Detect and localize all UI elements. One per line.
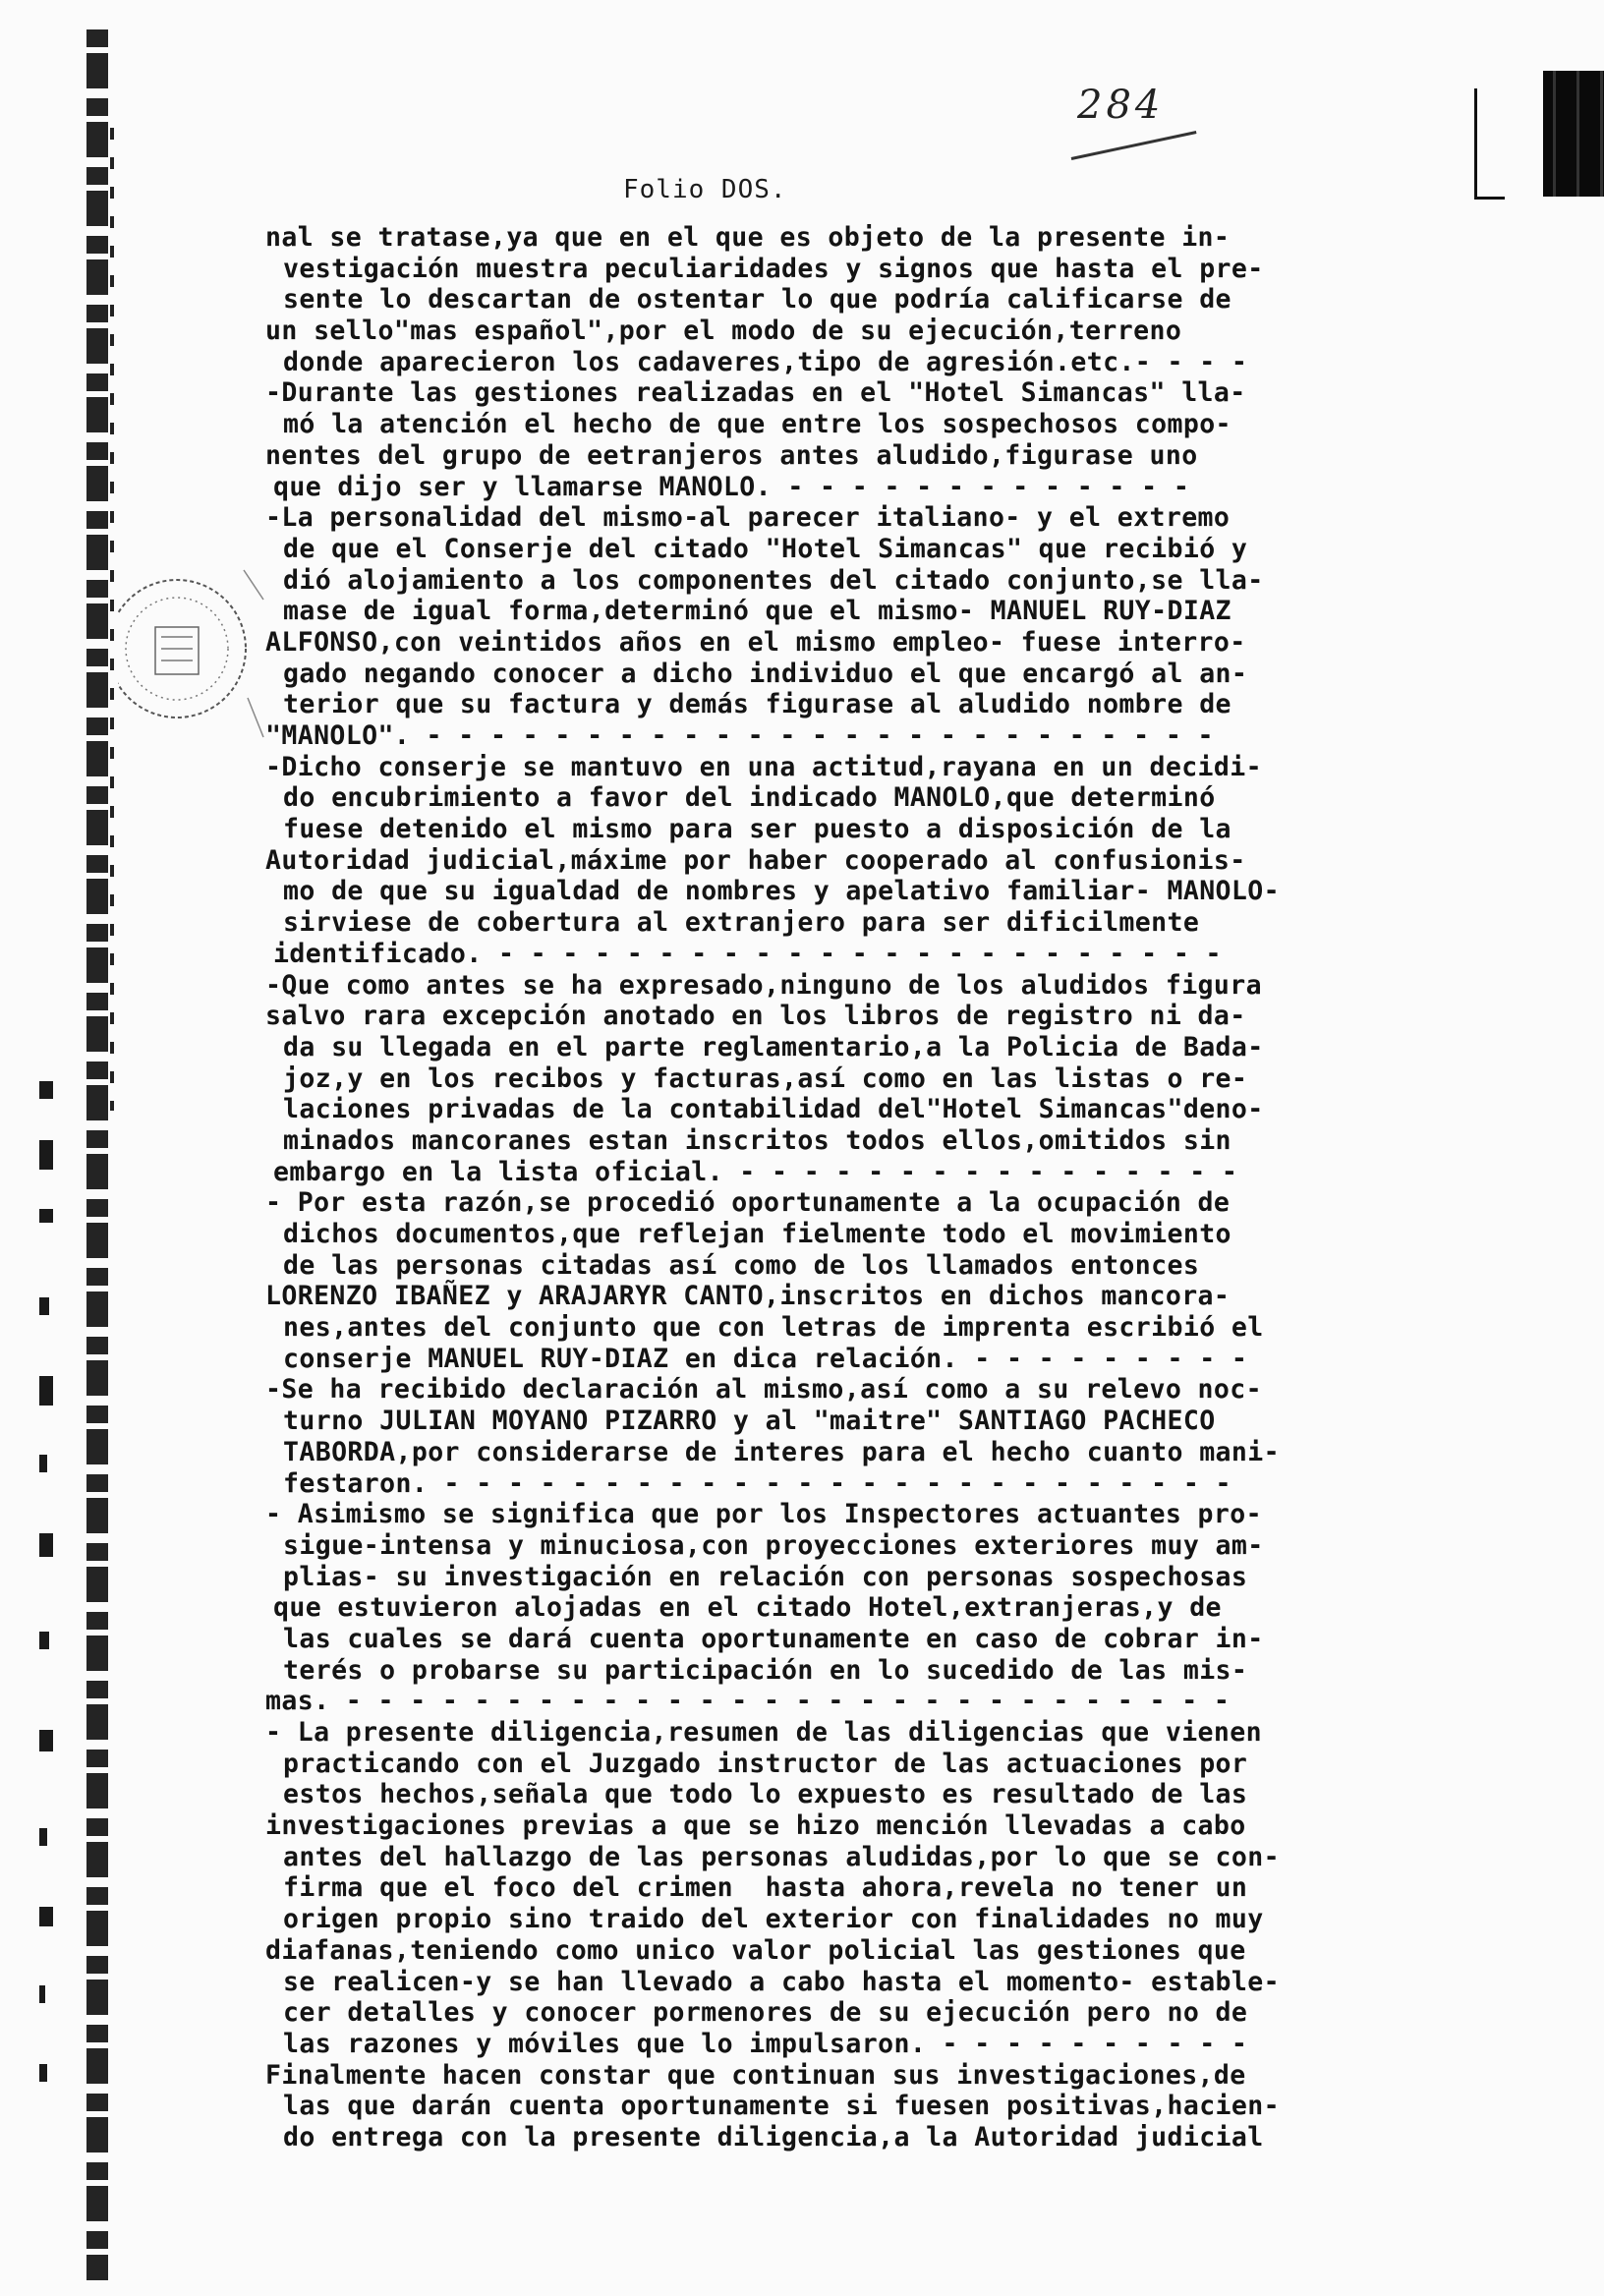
body-line: -Durante las gestiones realizadas en el "Hotel Simancas" lla- <box>265 377 1246 409</box>
body-line: laciones privadas de la contabilidad del"Hotel Simancas"deno- <box>283 1094 1264 1125</box>
body-line: identificado. - - - - - - - - - - - - - - - - - - - - - - - <box>273 938 1222 969</box>
body-line: turno JULIAN MOYANO PIZARRO y al "maitre" SANTIAGO PACHECO <box>283 1406 1216 1437</box>
body-line: salvo rara excepción anotado en los libros de registro ni da- <box>265 1001 1246 1032</box>
body-line: nal se tratase,ya que en el que es objeto de la presente in- <box>265 222 1231 253</box>
body-line: embargo en la lista oficial. - - - - - - - - - - - - - - - - <box>273 1156 1238 1187</box>
body-line: las cuales se dará cuenta oportunamente en caso de cobrar in- <box>283 1623 1264 1654</box>
body-line: de que el Conserje del citado "Hotel Simancas" que recibió y <box>283 533 1248 564</box>
body-line: que estuvieron alojadas en el citado Hotel,extranjeras,y de <box>273 1592 1222 1624</box>
body-line: - Por esta razón,se procedió oportunamente a la ocupación de <box>265 1187 1231 1219</box>
body-line: nes,antes del conjunto que con letras de imprenta escribió el <box>283 1312 1264 1344</box>
body-line: -Dicho conserje se mantuvo en una actitud,rayana en un decidi- <box>265 751 1262 782</box>
body-line: LORENZO IBAÑEZ y ARAJARYR CANTO,inscritos en dichos mancora- <box>265 1281 1231 1312</box>
body-line: joz,y en los recibos y facturas,así como en las listas o re- <box>283 1062 1248 1094</box>
body-line: que dijo ser y llamarse MANOLO. - - - - - - - - - - - - - <box>273 471 1190 502</box>
body-line: - Asimismo se significa que por los Inspectores actuantes pro- <box>265 1499 1262 1530</box>
body-line: de las personas citadas así como de los llamados entonces <box>283 1249 1200 1281</box>
body-line: terior que su factura y demás figurase al aludido nombre de <box>283 689 1232 720</box>
body-line: firma que el foco del crimen hasta ahora,revela no tener un <box>283 1872 1248 1904</box>
corner-bracket <box>1474 88 1505 200</box>
body-line: plias- su investigación en relación con personas sospechosas <box>283 1561 1248 1592</box>
body-line: sigue-intensa y minuciosa,con proyecciones exteriores muy am- <box>283 1529 1264 1561</box>
body-line: se realicen-y se han llevado a cabo hasta el momento- estable- <box>283 1966 1280 1997</box>
folio-title: Folio DOS. <box>623 175 787 204</box>
body-line: cer detalles y conocer pormenores de su ejecución pero no de <box>283 1997 1248 2029</box>
folio-number: 284 <box>1077 83 1165 128</box>
body-line: un sello"mas español",por el modo de su ejecución,terreno <box>265 316 1182 347</box>
body-line: practicando con el Juzgado instructor de las actuaciones por <box>283 1748 1248 1779</box>
body-line: sente lo descartan de ostentar lo que podría calificarse de <box>283 284 1232 316</box>
body-line: festaron. - - - - - - - - - - - - - - - - - - - - - - - - - <box>283 1467 1232 1499</box>
body-line: dió alojamiento a los componentes del citado conjunto,se lla- <box>283 564 1264 596</box>
binding-strip <box>86 29 108 2280</box>
official-seal-stamp <box>118 531 265 767</box>
body-line: do encubrimiento a favor del indicado MANOLO,que determinó <box>283 782 1216 814</box>
body-line: Autoridad judicial,máxime por haber cooperado al confusionis- <box>265 844 1246 876</box>
body-line: fuese detenido el mismo para ser puesto a disposición de la <box>283 814 1232 845</box>
body-line: dichos documentos,que reflejan fielmente todo el movimiento <box>283 1219 1232 1249</box>
body-line: las razones y móviles que lo impulsaron. - - - - - - - - - - <box>283 2028 1248 2059</box>
body-line: mó la atención el hecho de que entre los sospechosos compo- <box>283 409 1232 440</box>
body-line: conserje MANUEL RUY-DIAZ en dica relación. - - - - - - - - - <box>283 1343 1248 1374</box>
body-line: da su llegada en el parte reglamentario,a la Policia de Bada- <box>283 1031 1264 1062</box>
body-line: -La personalidad del mismo-al parecer italiano- y el extremo <box>265 502 1231 534</box>
body-line: "MANOLO". - - - - - - - - - - - - - - - - - - - - - - - - - <box>265 720 1214 751</box>
body-line: -Que como antes se ha expresado,ninguno de los aludidos figura <box>265 969 1262 1001</box>
body-line: minados mancoranes estan inscritos todos ellos,omitidos sin <box>283 1124 1232 1156</box>
body-line: nentes del grupo de eetranjeros antes aludido,figurase uno <box>265 439 1198 471</box>
corner-block <box>1543 71 1604 197</box>
body-line: donde aparecieron los cadaveres,tipo de agresión.etc.- - - - <box>283 346 1248 377</box>
folio-number-underline <box>1071 131 1197 160</box>
body-line: origen propio sino traido del exterior con finalidades no muy <box>283 1904 1264 1935</box>
body-line: antes del hallazgo de las personas aludidas,por lo que se con- <box>283 1841 1280 1872</box>
body-line: - La presente diligencia,resumen de las diligencias que vienen <box>265 1717 1262 1748</box>
body-line: do entrega con la presente diligencia,a la Autoridad judicial <box>283 2121 1264 2152</box>
body-line: mas. - - - - - - - - - - - - - - - - - - - - - - - - - - - - <box>265 1686 1231 1717</box>
body-line: gado negando conocer a dicho individuo el que encargó al an- <box>283 658 1248 689</box>
body-line: las que darán cuenta oportunamente si fuesen positivas,hacien- <box>283 2091 1280 2122</box>
body-line: -Se ha recibido declaración al mismo,así como a su relevo noc- <box>265 1374 1262 1406</box>
binding-edge <box>110 128 114 1111</box>
body-line: mo de que su igualdad de nombres y apelativo familiar- MANOLO- <box>283 876 1280 907</box>
body-line: diafanas,teniendo como unico valor policial las gestiones que <box>265 1934 1246 1966</box>
body-line: vestigación muestra peculiaridades y signos que hasta el pre- <box>283 253 1264 284</box>
body-line: sirviese de cobertura al extranjero para ser dificilmente <box>283 907 1200 939</box>
margin-marks <box>39 1081 79 2162</box>
body-line: mase de igual forma,determinó que el mismo- MANUEL RUY-DIAZ <box>283 596 1232 627</box>
typewritten-body <box>265 222 1445 2153</box>
body-line: Finalmente hacen constar que continuan sus investigaciones,de <box>265 2059 1246 2091</box>
body-line: terés o probarse su participación en lo sucedido de las mis- <box>283 1654 1248 1686</box>
body-line: investigaciones previas a que se hizo mención llevadas a cabo <box>265 1810 1246 1842</box>
body-line: ALFONSO,con veintidos años en el mismo empleo- fuese interro- <box>265 626 1246 658</box>
body-line: estos hechos,señala que todo lo expuesto es resultado de las <box>283 1779 1248 1810</box>
body-line: TABORDA,por considerarse de interes para el hecho cuanto mani- <box>283 1436 1280 1467</box>
